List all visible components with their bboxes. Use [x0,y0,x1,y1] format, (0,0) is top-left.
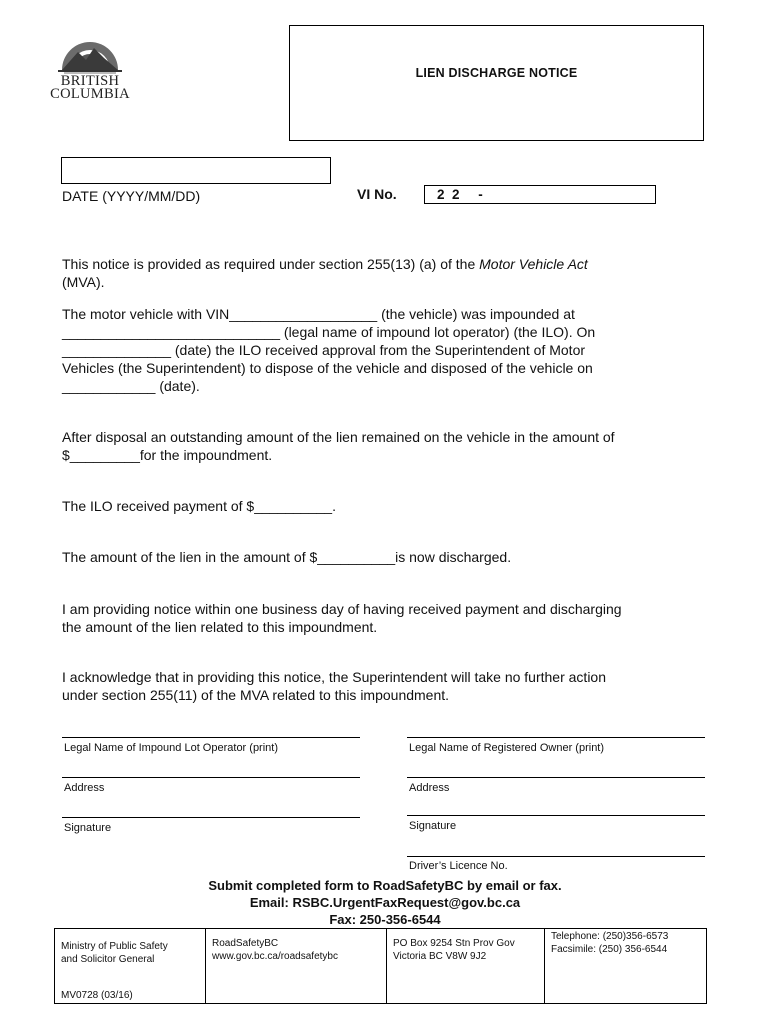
p2-line: ____________________________ (legal name of impound lot operator) (the ILO). On [62,324,596,340]
p1-text: This notice is provided as required under section 255(13) (a) of the [62,256,480,272]
mailing-address-line-1: PO Box 9254 Stn Prov Gov [393,938,515,949]
logo-line-1: BRITISH [60,73,120,89]
drivers-licence-line[interactable] [407,856,705,857]
ministry-name-line-1: Ministry of Public Safety [61,941,168,952]
telephone-number: Telephone: (250)356-6573 [551,931,669,942]
ilo-address-line[interactable] [62,777,360,778]
submit-fax: Fax: 250-356-6544 [329,912,441,927]
paragraph-outstanding-amount [62,428,712,464]
p2-line: Vehicles (the Superintendent) to dispose of the vehicle and disposed of the vehicle on [62,360,593,376]
agency-website: www.gov.bc.ca/roadsafetybc [212,951,338,962]
paragraph-vehicle-details [62,305,712,395]
p7-line: under section 255(11) of the MVA related to this impoundment. [62,687,450,703]
mailing-address-line-2: Victoria BC V8W 9J2 [393,951,487,962]
bc-logo [48,30,132,104]
p3-line: After disposal an outstanding amount of the lien remained on the vehicle in the amount of [62,429,615,445]
p2-line: The motor vehicle with VIN___________________ (the vehicle) was impounded at [62,306,575,322]
submit-instruction: Submit completed form to RoadSafetyBC by email or fax. [208,878,562,893]
date-input-box[interactable] [61,157,331,184]
paragraph-lien-discharged: The amount of the lien in the amount of $__________is now discharged. [62,549,512,565]
facsimile-number: Facsimile: (250) 356-6544 [551,944,668,955]
ilo-signature-line[interactable] [62,817,360,818]
paragraph-acknowledgement [62,668,712,704]
footer-table [54,928,707,1004]
ilo-name-label: Legal Name of Impound Lot Operator (print) [64,742,279,754]
ilo-address-label: Address [64,782,105,794]
p2-line: ______________ (date) the ILO received approval from the Superintendent of Motor [62,342,586,358]
p6-line: the amount of the lien related to this impoundment. [62,619,378,635]
date-label: DATE (YYYY/MM/DD) [62,188,201,204]
owner-signature-line[interactable] [407,815,705,816]
p2-line: ____________ (date). [62,378,200,394]
p3-line: $_________for the impoundment. [62,447,273,463]
p1-text-end: (MVA). [62,274,105,290]
p1-act-name: Motor Vehicle Act [479,256,588,272]
drivers-licence-label: Driver’s Licence No. [409,860,508,872]
title-box [289,25,704,141]
footer-ministry-cell [55,929,206,1004]
footer-address-cell [387,929,545,1004]
ministry-name-line-2: and Solicitor General [61,954,155,965]
owner-name-label: Legal Name of Registered Owner (print) [409,742,605,754]
footer-contact-cell [545,929,707,1004]
paragraph-payment-received: The ILO received payment of $__________. [62,498,336,514]
p7-line: I acknowledge that in providing this notice, the Superintendent will take no further action [62,669,606,685]
owner-address-label: Address [409,782,450,794]
form-title: LIEN DISCHARGE NOTICE [415,66,578,80]
bc-sun-mountain-icon [48,30,132,74]
logo-line-2: COLUMBIA [50,86,130,102]
vi-number-field[interactable]: 2 2 - [424,185,656,204]
ilo-name-line[interactable] [62,737,360,738]
owner-signature-label: Signature [409,820,457,832]
p6-line: I am providing notice within one business day of having received payment and discharging [62,601,622,617]
owner-address-line[interactable] [407,777,705,778]
footer-agency-cell [206,929,387,1004]
paragraph-notice-timing [62,600,712,636]
ilo-signature-label: Signature [64,822,112,834]
vi-number-label: VI No. [357,186,397,202]
owner-name-line[interactable] [407,737,705,738]
form-code: MV0728 (03/16) [61,990,133,1001]
submit-email: Email: RSBC.UrgentFaxRequest@gov.bc.ca [249,895,521,910]
agency-name: RoadSafetyBC [212,938,279,949]
paragraph-notice-authority [62,255,712,291]
